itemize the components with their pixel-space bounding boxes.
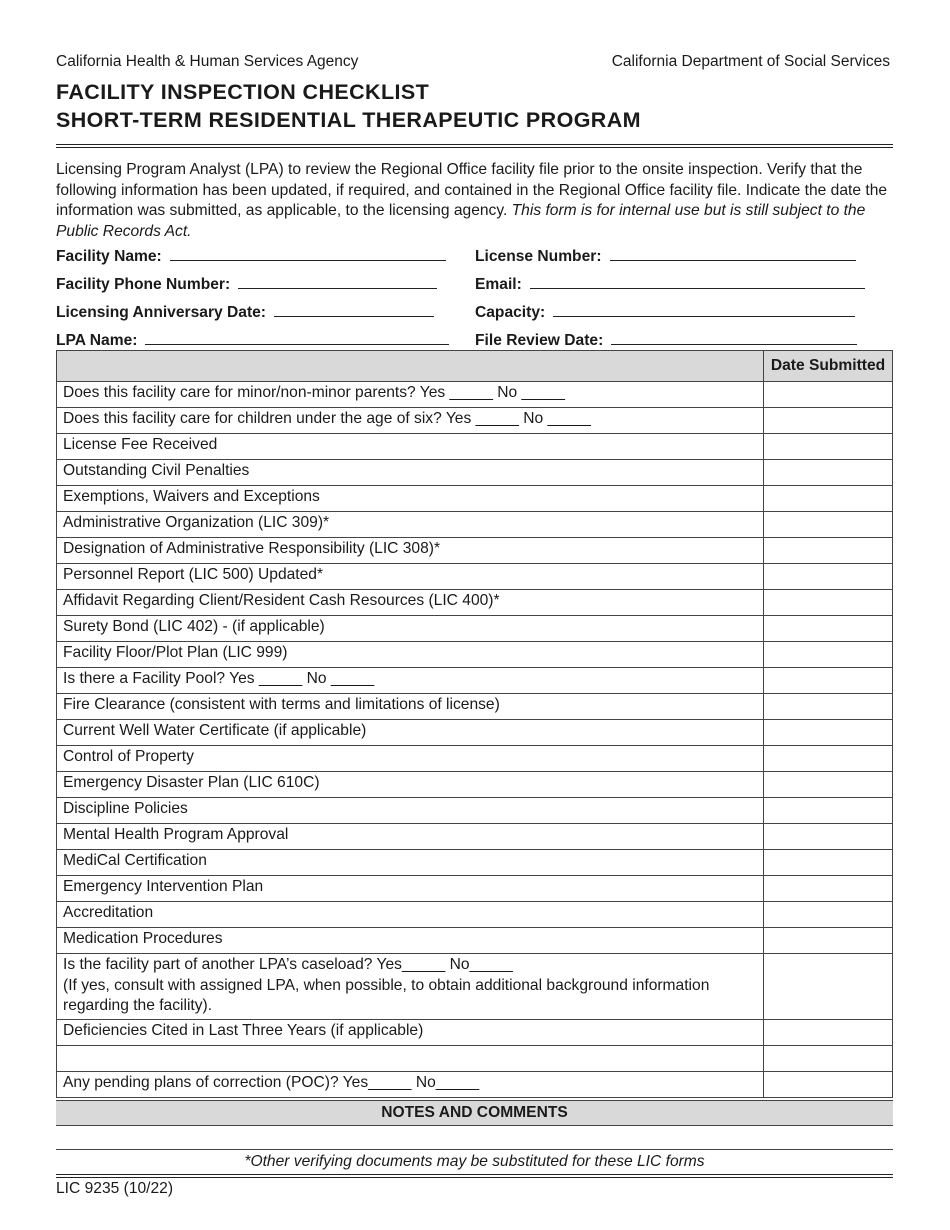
checklist-item: Exemptions, Waivers and Exceptions bbox=[57, 486, 764, 512]
table-row bbox=[57, 694, 893, 720]
facility-name-field[interactable] bbox=[56, 245, 446, 266]
notes-header: NOTES AND COMMENTS bbox=[56, 1100, 893, 1126]
facility-name-line[interactable] bbox=[170, 245, 446, 261]
table-row bbox=[57, 564, 893, 590]
checklist-item: Surety Bond (LIC 402) - (if applicable) bbox=[57, 616, 764, 642]
table-row bbox=[57, 876, 893, 902]
date-submitted-cell[interactable] bbox=[764, 382, 893, 408]
file-review-date-line[interactable] bbox=[611, 329, 857, 345]
capacity-label: Capacity: bbox=[475, 304, 546, 321]
date-submitted-cell[interactable] bbox=[764, 538, 893, 564]
file-review-date-label: File Review Date: bbox=[475, 332, 604, 349]
date-submitted-cell[interactable] bbox=[764, 1020, 893, 1046]
checklist-item: Personnel Report (LIC 500) Updated* bbox=[57, 564, 764, 590]
license-number-field[interactable] bbox=[475, 245, 856, 266]
date-submitted-cell[interactable] bbox=[764, 720, 893, 746]
checklist-item: MediCal Certification bbox=[57, 850, 764, 876]
facility-name-label: Facility Name: bbox=[56, 248, 162, 265]
checklist-item: Any pending plans of correction (POC)? Yes_____ No_____ bbox=[57, 1072, 764, 1098]
date-submitted-cell[interactable] bbox=[764, 486, 893, 512]
date-submitted-cell[interactable] bbox=[764, 746, 893, 772]
footer-divider bbox=[56, 1174, 893, 1178]
table-row bbox=[57, 746, 893, 772]
checklist-item: Does this facility care for children under the age of six? Yes _____ No _____ bbox=[57, 408, 764, 434]
table-row bbox=[57, 902, 893, 928]
date-submitted-cell[interactable] bbox=[764, 616, 893, 642]
date-submitted-cell[interactable] bbox=[764, 512, 893, 538]
table-row bbox=[57, 1072, 893, 1098]
anniversary-date-field[interactable] bbox=[56, 301, 434, 322]
date-submitted-cell[interactable] bbox=[764, 850, 893, 876]
date-submitted-cell[interactable] bbox=[764, 434, 893, 460]
facility-phone-label: Facility Phone Number: bbox=[56, 276, 231, 293]
table-row bbox=[57, 642, 893, 668]
facility-phone-field[interactable] bbox=[56, 273, 437, 294]
facility-phone-line[interactable] bbox=[238, 273, 437, 289]
checklist-item: Medication Procedures bbox=[57, 928, 764, 954]
caseload-question: Is the facility part of another LPA’s caseload? Yes_____ No_____ bbox=[63, 956, 513, 973]
date-submitted-cell[interactable] bbox=[764, 590, 893, 616]
date-submitted-cell[interactable] bbox=[764, 772, 893, 798]
table-row bbox=[57, 798, 893, 824]
notes-area-divider[interactable] bbox=[56, 1149, 893, 1150]
email-field[interactable] bbox=[475, 273, 865, 294]
date-submitted-cell[interactable] bbox=[764, 1046, 893, 1072]
footnote: *Other verifying documents may be substituted for these LIC forms bbox=[244, 1153, 705, 1170]
checklist-item: Deficiencies Cited in Last Three Years (if applicable) bbox=[57, 1020, 764, 1046]
table-row bbox=[57, 616, 893, 642]
checklist-item: Facility Floor/Plot Plan (LIC 999) bbox=[57, 642, 764, 668]
caseload-item bbox=[57, 954, 764, 1020]
email-label: Email: bbox=[475, 276, 522, 293]
license-number-line[interactable] bbox=[610, 245, 856, 261]
date-submitted-cell[interactable] bbox=[764, 408, 893, 434]
blank-item[interactable] bbox=[57, 1046, 764, 1072]
table-row bbox=[57, 590, 893, 616]
email-line[interactable] bbox=[530, 273, 865, 289]
anniversary-date-line[interactable] bbox=[274, 301, 434, 317]
table-row bbox=[57, 486, 893, 512]
checklist-item: Does this facility care for minor/non-minor parents? Yes _____ No _____ bbox=[57, 382, 764, 408]
checklist-item: Affidavit Regarding Client/Resident Cash Resources (LIC 400)* bbox=[57, 590, 764, 616]
date-submitted-cell[interactable] bbox=[764, 798, 893, 824]
checklist-item: Accreditation bbox=[57, 902, 764, 928]
date-submitted-cell[interactable] bbox=[764, 1072, 893, 1098]
table-row bbox=[57, 668, 893, 694]
department-name: California Department of Social Services bbox=[611, 53, 890, 70]
file-review-date-field[interactable] bbox=[475, 329, 857, 350]
date-submitted-cell[interactable] bbox=[764, 954, 893, 1020]
inspection-checklist-table bbox=[56, 350, 893, 1098]
lpa-name-field[interactable] bbox=[56, 329, 449, 350]
table-row bbox=[57, 512, 893, 538]
date-submitted-cell[interactable] bbox=[764, 564, 893, 590]
intro-italic-note: This form is for internal use but is still subject to the Public Records Act. bbox=[56, 202, 866, 240]
date-submitted-cell[interactable] bbox=[764, 460, 893, 486]
table-header-row bbox=[57, 351, 893, 382]
table-row bbox=[57, 850, 893, 876]
intro-paragraph bbox=[56, 160, 893, 242]
checklist-item: Control of Property bbox=[57, 746, 764, 772]
date-submitted-cell[interactable] bbox=[764, 928, 893, 954]
checklist-item: Is there a Facility Pool? Yes _____ No _____ bbox=[57, 668, 764, 694]
checklist-item: Administrative Organization (LIC 309)* bbox=[57, 512, 764, 538]
checklist-item: Mental Health Program Approval bbox=[57, 824, 764, 850]
date-submitted-header: Date Submitted bbox=[764, 351, 893, 382]
lpa-name-label: LPA Name: bbox=[56, 332, 138, 349]
table-row bbox=[57, 954, 893, 1020]
table-row bbox=[57, 382, 893, 408]
lpa-name-line[interactable] bbox=[145, 329, 449, 345]
table-row bbox=[57, 1020, 893, 1046]
capacity-field[interactable] bbox=[475, 301, 855, 322]
date-submitted-cell[interactable] bbox=[764, 876, 893, 902]
checklist-item: Outstanding Civil Penalties bbox=[57, 460, 764, 486]
table-row bbox=[57, 824, 893, 850]
date-submitted-cell[interactable] bbox=[764, 824, 893, 850]
form-subtitle: SHORT-TERM RESIDENTIAL THERAPEUTIC PROGRAM bbox=[56, 108, 641, 132]
checklist-item: Emergency Intervention Plan bbox=[57, 876, 764, 902]
table-row bbox=[57, 1046, 893, 1072]
capacity-line[interactable] bbox=[553, 301, 855, 317]
table-row bbox=[57, 408, 893, 434]
date-submitted-cell[interactable] bbox=[764, 642, 893, 668]
table-row bbox=[57, 538, 893, 564]
table-row bbox=[57, 434, 893, 460]
checklist-item: License Fee Received bbox=[57, 434, 764, 460]
header-divider bbox=[56, 144, 893, 148]
checklist-item: Fire Clearance (consistent with terms and limitations of license) bbox=[57, 694, 764, 720]
date-submitted-cell[interactable] bbox=[764, 668, 893, 694]
date-submitted-cell[interactable] bbox=[764, 694, 893, 720]
table-row bbox=[57, 928, 893, 954]
checklist-item: Designation of Administrative Responsibility (LIC 308)* bbox=[57, 538, 764, 564]
checklist-item: Discipline Policies bbox=[57, 798, 764, 824]
table-row bbox=[57, 772, 893, 798]
item-header-cell bbox=[57, 351, 764, 382]
intro-text: Licensing Program Analyst (LPA) to review the Regional Office facility file prior to the onsite inspection. Verify that the following information has been updated, if required, and contained in the Regional Office facility file. Indicate the date the information was submitted, as applicable, to the licensing agency. bbox=[56, 161, 888, 219]
agency-name: California Health & Human Services Agency bbox=[56, 53, 359, 70]
caseload-note: (If yes, consult with assigned LPA, when possible, to obtain additional background information regarding the facility). bbox=[63, 976, 710, 1014]
form-title: FACILITY INSPECTION CHECKLIST bbox=[56, 80, 430, 104]
checklist-item: Emergency Disaster Plan (LIC 610C) bbox=[57, 772, 764, 798]
checklist-item: Current Well Water Certificate (if applicable) bbox=[57, 720, 764, 746]
date-submitted-cell[interactable] bbox=[764, 902, 893, 928]
table-row bbox=[57, 720, 893, 746]
table-row bbox=[57, 460, 893, 486]
form-id: LIC 9235 (10/22) bbox=[56, 1180, 174, 1197]
license-number-label: License Number: bbox=[475, 248, 602, 265]
anniversary-date-label: Licensing Anniversary Date: bbox=[56, 304, 267, 321]
